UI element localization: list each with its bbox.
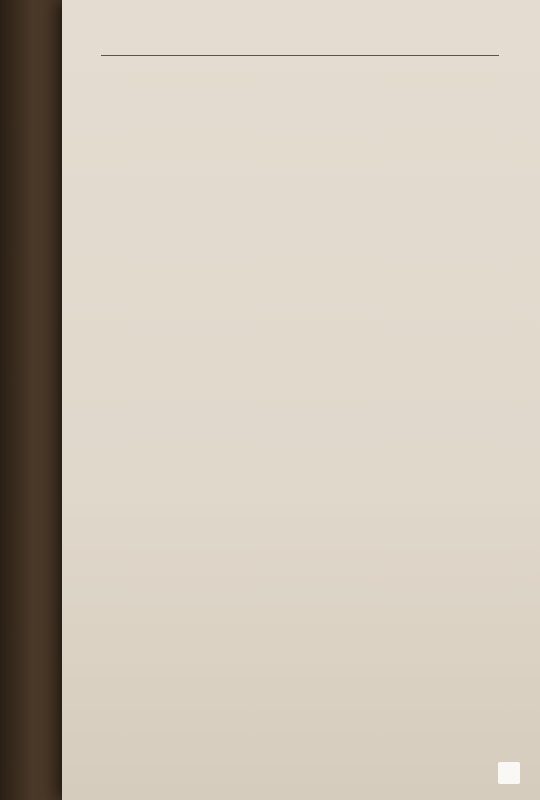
watermark [498, 762, 526, 784]
labirint-logo-icon [498, 762, 520, 784]
header-rule [101, 55, 499, 56]
book-page [62, 0, 540, 800]
table-of-contents [101, 76, 495, 112]
